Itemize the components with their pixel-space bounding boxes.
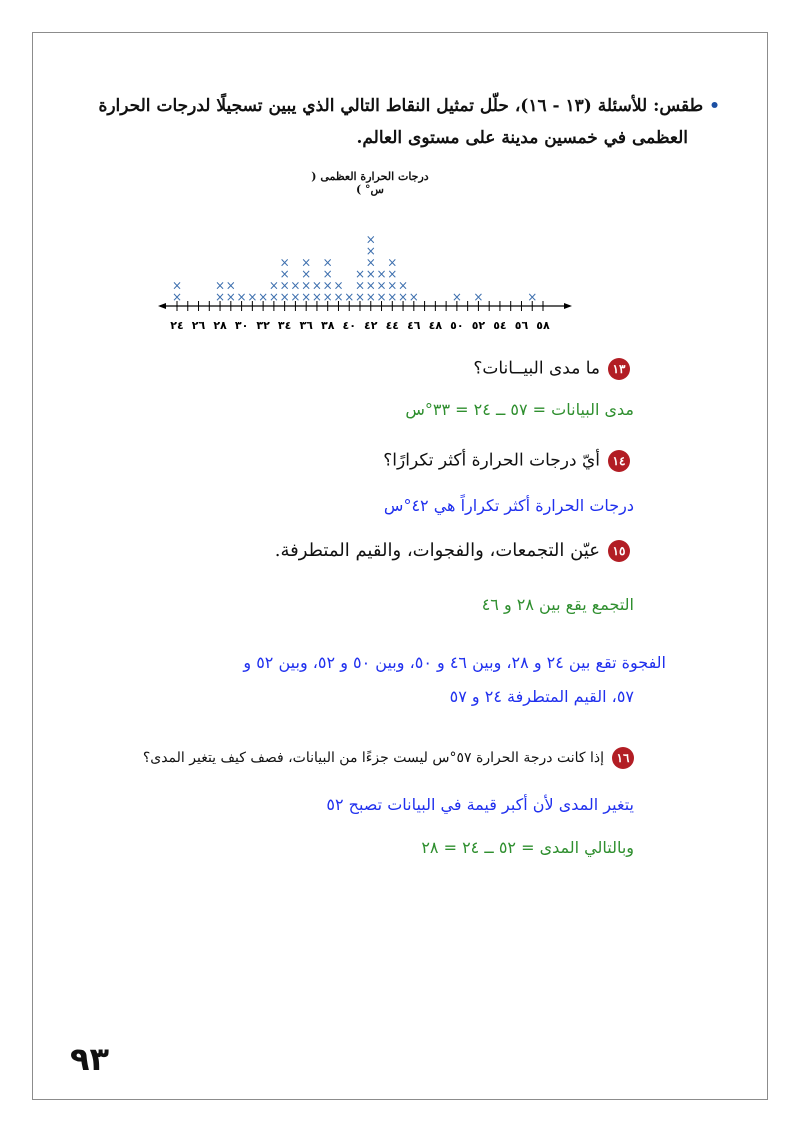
bullet-dot: • [709,96,720,116]
plot-marks [172,233,537,305]
plot-mark-x: × [365,278,376,293]
tick-label: ٣٦ [299,319,313,332]
answer-14: درجات الحرارة أكثر تكراراً هي ٤٢°س [383,496,634,515]
plot-mark-x: × [365,290,376,304]
plot-mark-x: × [354,267,366,281]
plot-mark-x: × [354,290,366,304]
plot-mark-x: × [301,290,312,304]
question-16 [143,747,634,769]
plot-mark-x: × [279,290,290,304]
question-text: ما مدى البيــانات؟ [473,358,600,379]
tick-label: ٤٤ [385,319,400,332]
plot-mark-x: × [376,290,387,304]
plot-mark-x: × [365,267,376,281]
plot-mark-x: × [387,278,398,293]
plot-mark-x: × [171,290,183,304]
question-13 [473,358,630,380]
line-plot [0,185,800,355]
plot-mark-x: × [225,290,236,304]
question-number-badge: ١٥ [608,540,630,562]
plot-mark-x: × [322,255,333,270]
tick-label: ٤٨ [428,319,443,332]
plot-mark-x: × [387,290,398,304]
question-number-badge: ١٣ [608,358,630,380]
page-number: ٩٣ [70,1040,110,1078]
plot-mark-x: × [322,278,333,293]
plot-mark-x: × [290,290,301,304]
tick-label: ٣٠ [234,319,249,332]
plot-mark-x: × [311,290,322,304]
tick-label: ٤٠ [342,319,356,332]
plot-mark-x: × [387,267,398,281]
plot-mark-x: × [258,290,269,304]
plot-mark-x: × [279,267,290,281]
tick-label: ٣٨ [320,319,335,332]
plot-mark-x: × [290,278,301,293]
axis-arrow-right [564,303,572,309]
plot-mark-x: × [301,278,312,293]
plot-mark-x: × [311,278,322,293]
plot-mark-x: × [301,255,312,270]
plot-mark-x: × [268,290,279,304]
question-15 [275,540,630,562]
plot-mark-x: × [322,290,333,304]
question-text: أيّ درجات الحرارة أكثر تكرارًا؟ [383,450,600,471]
tick-label: ٢٦ [191,319,206,332]
tick-label: ٥٨ [536,319,550,332]
plot-mark-x: × [236,290,247,304]
answer-16-line-2: وبالتالي المدى = ٥٢ ــ ٢٤ = ٢٨ [421,838,634,857]
tick-label: ٥٠ [450,319,464,332]
tick-label: ٤٢ [364,319,378,332]
plot-mark-x: × [398,290,409,304]
tick-label: ٥٦ [514,319,529,332]
plot-mark-x: × [279,255,290,270]
plot-mark-x: × [215,290,226,304]
question-number-badge: ١٤ [608,450,630,472]
plot-mark-x: × [268,278,279,293]
intro-label: طقس: [653,96,704,116]
plot-mark-x: × [171,278,183,293]
plot-mark-x: × [365,244,376,258]
question-text: عيّن التجمعات، والفجوات، والقيم المتطرفة. [274,540,600,561]
answer-15-cluster: التجمع يقع بين ٢٨ و ٤٦ [481,595,634,614]
plot-mark-x: × [301,267,312,281]
intro-text: للأسئلة (١٣ - ١٦)، حلّل تمثيل النقاط التالي الذي يبين تسجيلًا لدرجات الحرارة [98,96,648,116]
tick-label: ٥٤ [493,319,507,332]
question-number-badge: ١٦ [612,747,634,769]
plot-mark-x: × [376,267,387,281]
plot-mark-x: × [473,290,484,304]
answer-16-line-1: يتغير المدى لأن أكبر قيمة في البيانات تصبح ٥٢ [326,795,634,814]
plot-mark-x: × [247,290,258,304]
tick-label: ٢٤ [170,319,184,332]
plot-mark-x: × [387,255,398,270]
plot-mark-x: × [333,278,344,293]
tick-label: ٣٢ [256,319,270,332]
plot-mark-x: × [398,278,409,293]
tick-label: ٤٦ [407,319,421,332]
plot-mark-x: × [215,278,226,293]
plot-mark-x: × [344,290,355,304]
tick-labels [170,319,550,332]
plot-mark-x: × [365,232,376,247]
question-14 [383,450,630,472]
plot-mark-x: × [376,278,387,293]
question-text: إذا كانت درجة الحرارة ٥٧°س ليست جزءًا من البيانات، فصف كيف يتغير المدى؟ [142,750,604,766]
tick-label: ٣٤ [277,319,292,332]
plot-mark-x: × [225,278,236,293]
answer-15-gaps-line-2: ٥٧، القيم المتطرفة ٢٤ و ٥٧ [449,687,634,706]
axis-arrow-left [158,303,166,309]
plot-mark-x: × [527,290,538,304]
answer-15-gaps-line-1: الفجوة تقع بين ٢٤ و ٢٨، وبين ٤٦ و ٥٠، وبين ٥٠ و ٥٢، وبين ٥٢ و [243,653,666,672]
tick-label: ٢٨ [213,319,227,332]
plot-mark-x: × [279,278,290,293]
plot-mark-x: × [322,267,333,281]
plot-mark-x: × [408,290,419,304]
tick-label: ٥٢ [471,319,486,332]
plot-mark-x: × [354,278,366,293]
answer-13: مدى البيانات = ٥٧ ــ ٢٤ = ٣٣°س [405,400,634,419]
chart-title: درجات الحرارة العظمى ( س° ) [311,170,429,196]
plot-mark-x: × [451,290,462,304]
intro-line-1 [98,96,720,116]
intro-line-2: العظمى في خمسين مدينة على مستوى العالم. [356,128,688,148]
plot-mark-x: × [333,290,344,304]
plot-mark-x: × [365,255,376,270]
